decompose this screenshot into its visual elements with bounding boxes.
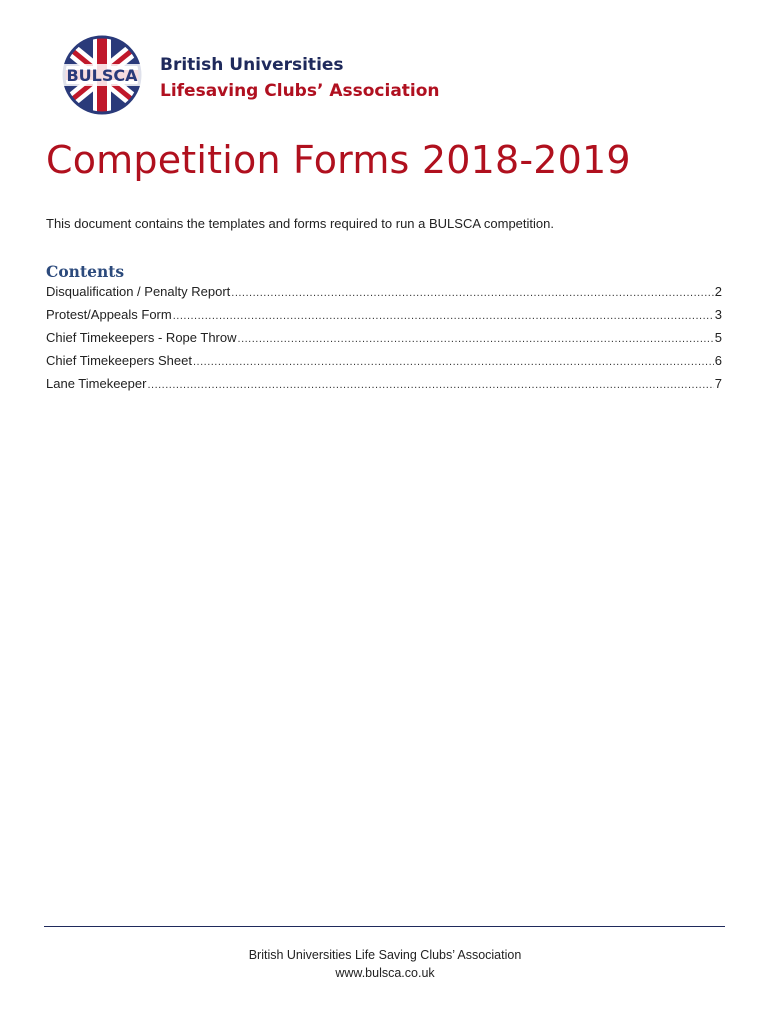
page-title: Competition Forms 2018-2019 bbox=[46, 138, 631, 182]
toc-dot-leader bbox=[231, 287, 714, 299]
toc-entry-label[interactable]: Chief Timekeepers Sheet bbox=[46, 353, 192, 368]
toc-entry-page[interactable]: 6 bbox=[714, 353, 722, 368]
toc-entry-timekeepers-sheet[interactable] bbox=[46, 353, 722, 376]
org-name-line1: British Universities bbox=[160, 55, 344, 75]
toc-entry-page[interactable]: 7 bbox=[714, 376, 722, 391]
intro-text: This document contains the templates and forms required to run a BULSCA competition. bbox=[46, 216, 554, 231]
toc-entry-page[interactable]: 2 bbox=[714, 284, 722, 299]
footer-org-name: British Universities Life Saving Clubs’ Association bbox=[248, 948, 522, 962]
toc-entry-label[interactable]: Chief Timekeepers - Rope Throw bbox=[46, 330, 237, 345]
toc-entry-label[interactable]: Lane Timekeeper bbox=[46, 376, 147, 391]
toc-entry-rope-throw[interactable] bbox=[46, 330, 722, 353]
toc-entry-page[interactable]: 5 bbox=[714, 330, 722, 345]
toc-entry-protest-appeals[interactable] bbox=[46, 307, 722, 330]
organisation-name bbox=[160, 52, 440, 104]
toc-dot-leader bbox=[147, 379, 713, 391]
table-of-contents bbox=[46, 284, 722, 399]
toc-dot-leader bbox=[173, 310, 714, 322]
toc-dot-leader bbox=[193, 356, 714, 368]
contents-heading: Contents bbox=[46, 262, 125, 281]
toc-entry-lane-timekeeper[interactable] bbox=[46, 376, 722, 399]
footer-divider bbox=[44, 926, 725, 927]
toc-entry-label[interactable]: Protest/Appeals Form bbox=[46, 307, 172, 322]
toc-entry-disqualification[interactable] bbox=[46, 284, 722, 307]
page-footer bbox=[0, 946, 770, 982]
union-flag-logo-icon bbox=[52, 34, 152, 116]
org-name-line2: Lifesaving Clubs’ Association bbox=[160, 81, 440, 101]
toc-dot-leader bbox=[238, 333, 714, 345]
logo-text: BULSCA bbox=[66, 66, 138, 85]
bulsca-logo bbox=[52, 34, 152, 116]
footer-website-link[interactable]: www.bulsca.co.uk bbox=[335, 966, 435, 980]
toc-entry-page[interactable]: 3 bbox=[714, 307, 722, 322]
toc-entry-label[interactable]: Disqualification / Penalty Report bbox=[46, 284, 231, 299]
